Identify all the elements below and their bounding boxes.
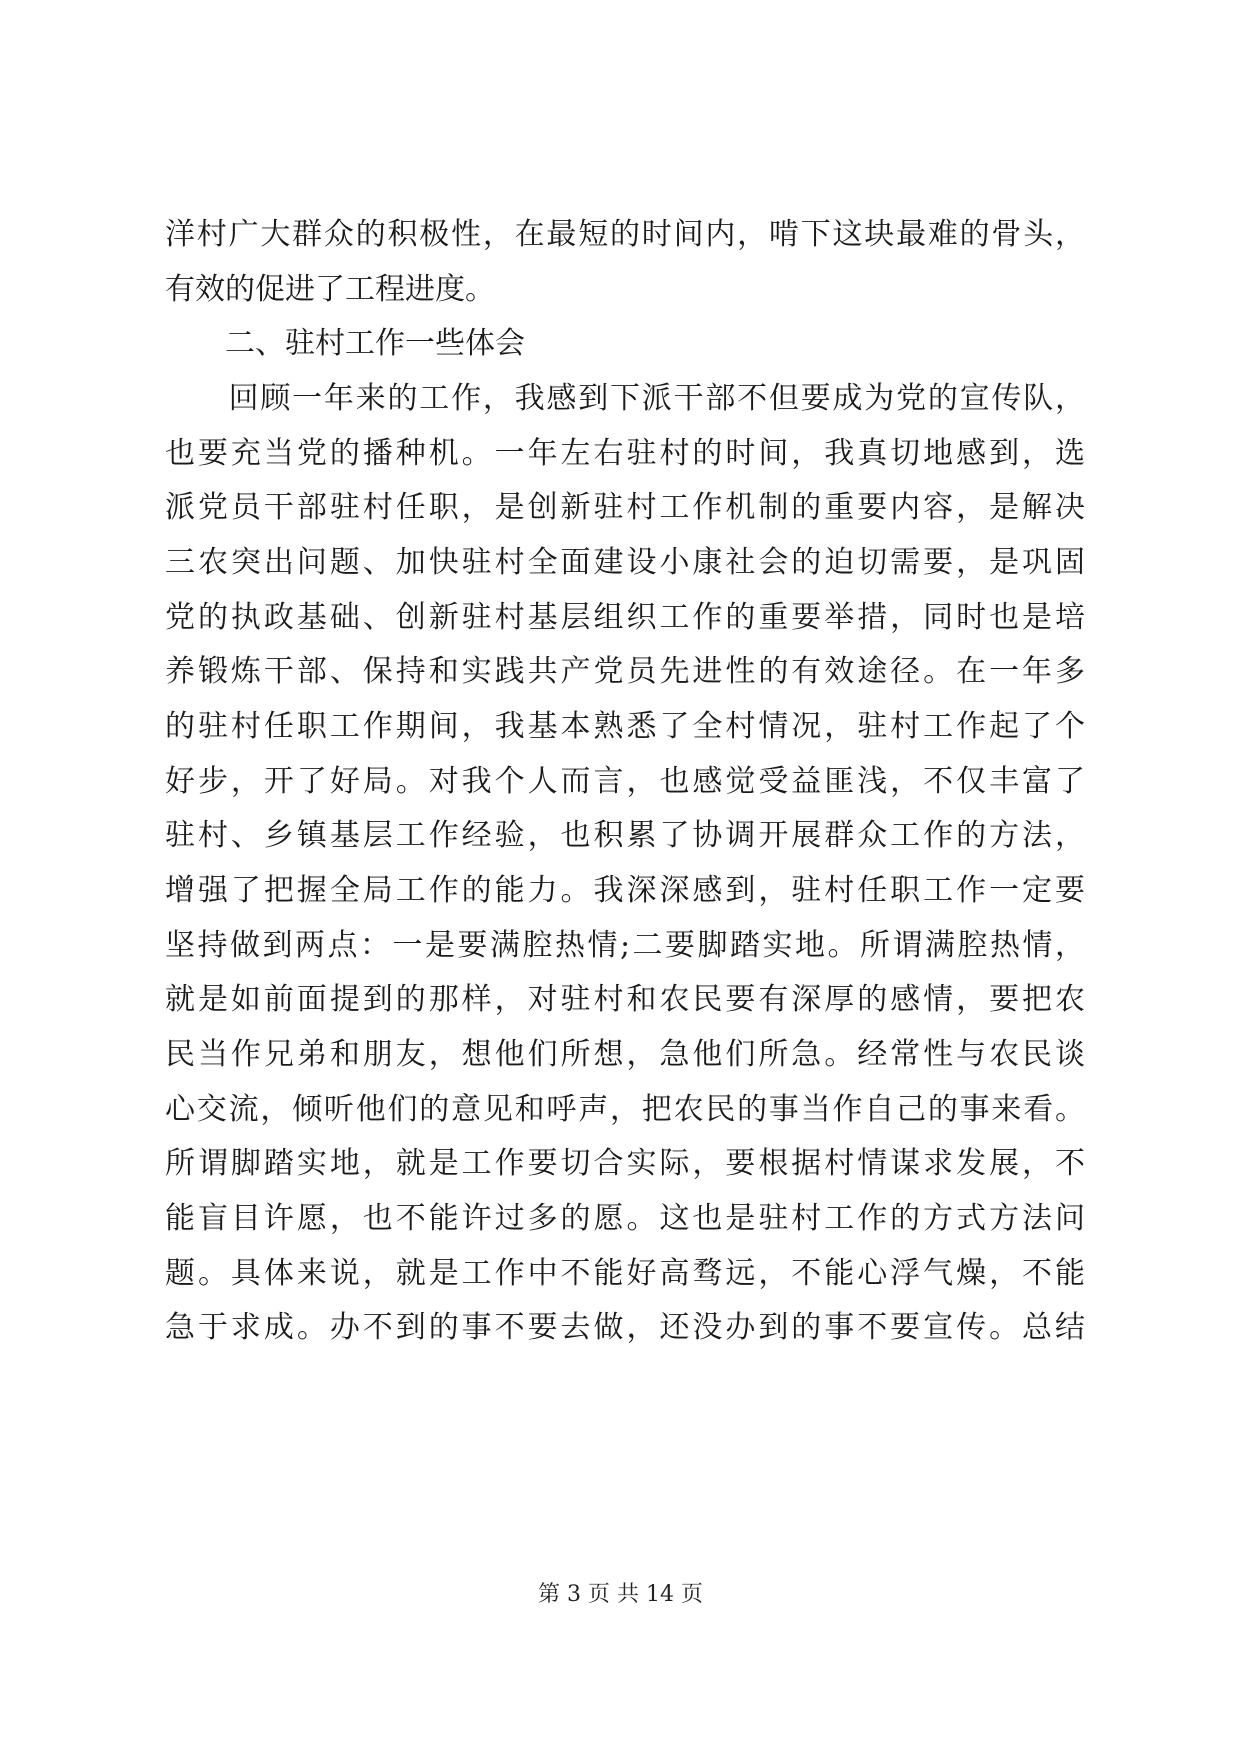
text-line: 也要充当党的播种机。一年左右驻村的时间，我真切地感到，选 xyxy=(165,436,1085,471)
page-number-footer: 第 3 页 共 14 页 xyxy=(538,1582,703,1607)
text-line: 的驻村任职工作期间，我基本熟悉了全村情况，驻村工作起了个 xyxy=(165,709,1085,744)
text-line: 驻村、乡镇基层工作经验，也积累了协调开展群众工作的方法， xyxy=(165,818,1085,853)
text-line: 增强了把握全局工作的能力。我深深感到，驻村任职工作一定要 xyxy=(165,873,1085,908)
text-line: 有效的促进了工程进度。 xyxy=(165,272,495,307)
text-line: 心交流，倾听他们的意见和呼声，把农民的事当作自己的事来看。 xyxy=(165,1092,1085,1127)
text-line: 题。具体来说，就是工作中不能好高骛远，不能心浮气燥，不能 xyxy=(165,1256,1085,1291)
text-line: 回顾一年来的工作，我感到下派干部不但要成为党的宣传队， xyxy=(165,381,1085,416)
text-line: 坚持做到两点：一是要满腔热情;二要脚踏实地。所谓满腔热情， xyxy=(165,928,1085,963)
text-line: 急于求成。办不到的事不要去做，还没办到的事不要宣传。总结 xyxy=(165,1310,1085,1345)
text-line: 养锻炼干部、保持和实践共产党员先进性的有效途径。在一年多 xyxy=(165,654,1085,689)
section-heading: 二、驻村工作一些体会 xyxy=(165,326,525,361)
text-line: 党的执政基础、创新驻村基层组织工作的重要举措，同时也是培 xyxy=(165,600,1085,635)
text-line: 洋村广大群众的积极性，在最短的时间内，啃下这块最难的骨头， xyxy=(165,217,1085,252)
text-line: 所谓脚踏实地，就是工作要切合实际，要根据村情谋求发展，不 xyxy=(165,1146,1085,1181)
text-line: 就是如前面提到的那样，对驻村和农民要有深厚的感情，要把农 xyxy=(165,982,1085,1017)
text-line: 能盲目许愿，也不能许过多的愿。这也是驻村工作的方式方法问 xyxy=(165,1201,1085,1236)
text-line: 三农突出问题、加快驻村全面建设小康社会的迫切需要，是巩固 xyxy=(165,545,1085,580)
text-line: 好步，开了好局。对我个人而言，也感觉受益匪浅，不仅丰富了 xyxy=(165,764,1085,799)
text-line: 民当作兄弟和朋友，想他们所想，急他们所急。经常性与农民谈 xyxy=(165,1037,1085,1072)
text-line: 派党员干部驻村任职，是创新驻村工作机制的重要内容，是解决 xyxy=(165,490,1085,525)
